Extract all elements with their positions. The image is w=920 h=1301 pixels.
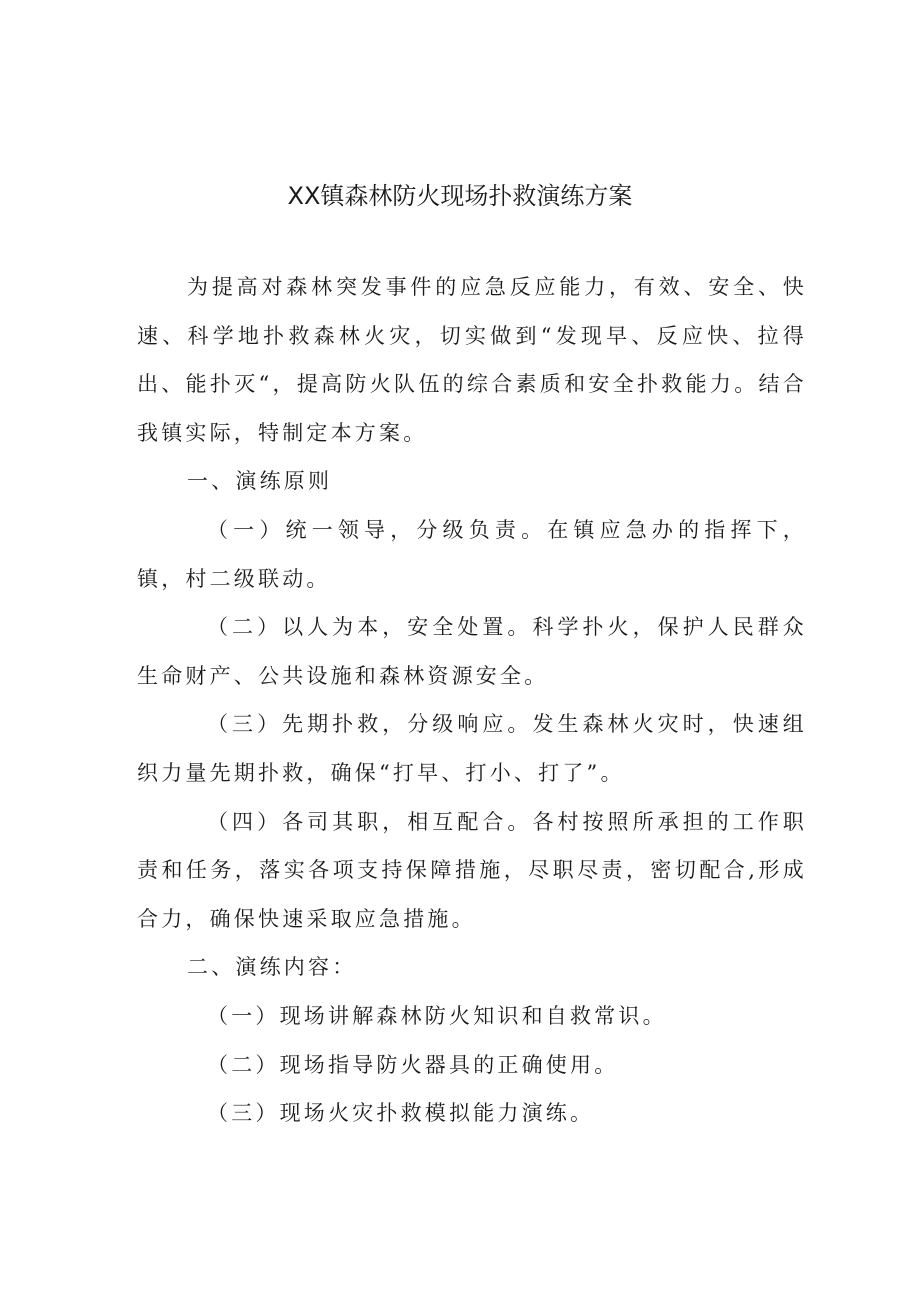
section-heading-content: 二、演练内容： <box>187 955 357 980</box>
document-title: XX镇森林防火现场扑救演练方案 <box>287 182 633 210</box>
principle-3: （三）先期扑救，分级响应。发生森林火灾时，快速组织力量先期扑救，确保“打早、打小、打了”。 <box>137 712 807 785</box>
intro-paragraph: 为提高对森林突发事件的应急反应能力，有效、安全、快速、科学地扑救森林火灾，切实做到“发现早、反应快、拉得出、能扑灭“，提高防火队伍的综合素质和安全扑救能力。结合我镇实际，特制定本方案。 <box>137 275 807 445</box>
content-item-3: （三）现场火灾扑救模拟能力演练。 <box>207 1101 595 1126</box>
principle-2: （二）以人为本，安全处置。科学扑火，保护人民群众生命财产、公共设施和森林资源安全。 <box>137 615 807 688</box>
principle-4: （四）各司其职，相互配合。各村按照所承担的工作职责和任务，落实各项支持保障措施，尽职尽责，密切配合,形成合力，确保快速采取应急措施。 <box>137 809 807 931</box>
content-item-1: （一）现场讲解森林防火知识和自救常识。 <box>207 1003 667 1028</box>
section-heading-principles: 一、演练原则 <box>187 469 333 494</box>
principle-1: （一）统一领导，分级负责。在镇应急办的指挥下，镇，村二级联动。 <box>137 517 807 591</box>
document-body <box>137 263 807 1138</box>
content-item-2: （二）现场指导防火器具的正确使用。 <box>207 1052 619 1077</box>
